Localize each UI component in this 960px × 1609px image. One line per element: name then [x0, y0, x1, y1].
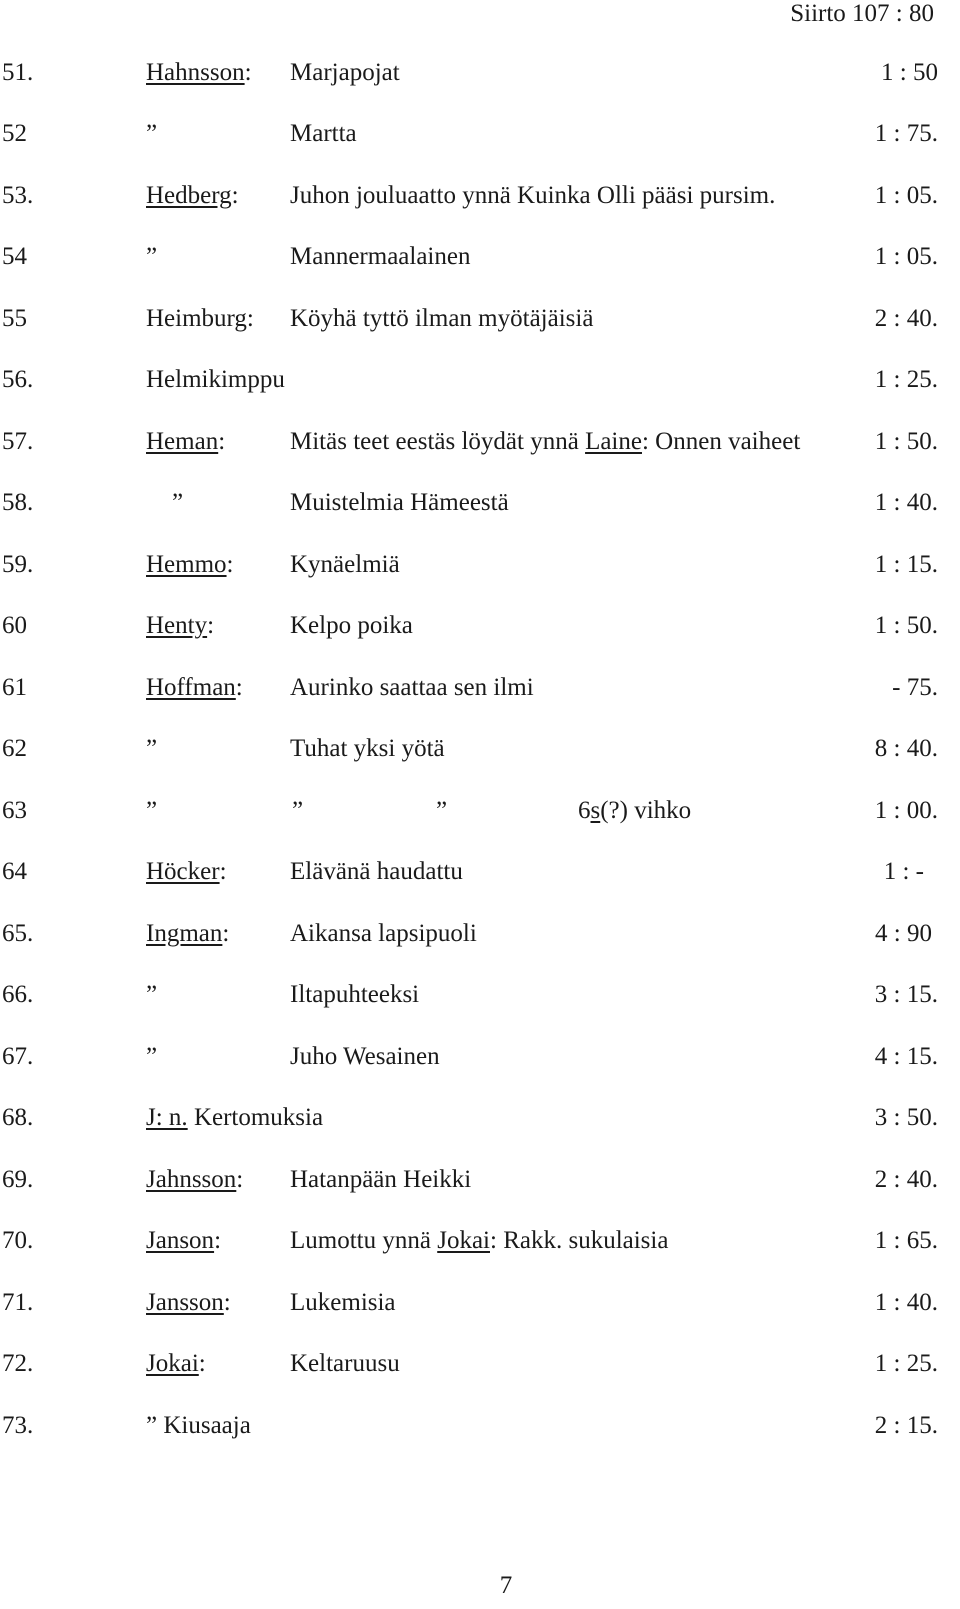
entry-author: Jansson: — [146, 1289, 231, 1316]
list-item — [0, 486, 960, 520]
entry-price: 1 : 05. — [874, 182, 938, 209]
entry-number: 53. — [2, 182, 34, 209]
list-item — [0, 240, 960, 274]
entry-number: 54 — [2, 243, 27, 270]
entry-author-ditto: ” — [146, 981, 158, 1008]
entry-price: 1 : 00. — [874, 797, 938, 824]
entry-price: 2 : 40. — [874, 1166, 938, 1193]
entry-title: Lumottu ynnä Jokai: Rakk. sukulaisia — [290, 1227, 669, 1254]
entry-number: 57. — [2, 428, 34, 455]
entry-price: 1 : 75. — [874, 120, 938, 147]
list-item — [0, 56, 960, 90]
entry-title: 6s(?) vihko — [578, 797, 692, 824]
entry-number: 55 — [2, 305, 27, 332]
entry-number: 73. — [2, 1412, 34, 1439]
entry-author: Höcker: — [146, 858, 227, 885]
entry-author-ditto: ” — [146, 797, 158, 824]
entry-title: Keltaruusu — [290, 1350, 400, 1377]
list-item — [0, 1347, 960, 1381]
entry-number: 69. — [2, 1166, 34, 1193]
entry-number: 56. — [2, 366, 34, 393]
entry-price: 1 : 05. — [874, 243, 938, 270]
entry-author-ditto: ” — [146, 243, 158, 270]
entry-number: 61 — [2, 674, 27, 701]
entry-author: Jokai: — [146, 1350, 206, 1377]
entry-title: Muistelmia Hämeestä — [290, 489, 509, 516]
entry-price: 1 : 15. — [874, 551, 938, 578]
entry-price: 1 : 65. — [874, 1227, 938, 1254]
entry-author: Jahnsson: — [146, 1166, 244, 1193]
entry-title: Tuhat yksi yötä — [290, 735, 445, 762]
entry-number: 72. — [2, 1350, 34, 1377]
entry-number: 64 — [2, 858, 27, 885]
entry-price: 1 : - — [883, 858, 924, 885]
list-item — [0, 855, 960, 889]
list-item — [0, 671, 960, 705]
entry-number: 66. — [2, 981, 34, 1008]
entry-title: Kelpo poika — [290, 612, 413, 639]
list-item — [0, 1286, 960, 1320]
list-item — [0, 917, 960, 951]
list-item — [0, 179, 960, 213]
entry-author: Henty: — [146, 612, 215, 639]
list-item — [0, 1163, 960, 1197]
list-item — [0, 1224, 960, 1258]
entry-title: Mitäs teet eestäs löydät ynnä Laine: Onnen vaiheet — [290, 428, 801, 455]
entry-author-ditto: ” — [146, 735, 158, 762]
entry-number: 70. — [2, 1227, 34, 1254]
list-item — [0, 978, 960, 1012]
list-item — [0, 1040, 960, 1074]
list-item — [0, 732, 960, 766]
entry-price: 1 : 25. — [874, 366, 938, 393]
page-header-transfer: Siirto 107 : 80 — [790, 0, 934, 27]
entry-author-ditto: ” — [146, 1043, 158, 1070]
entry-price: 3 : 15. — [874, 981, 938, 1008]
entry-price: 1 : 50 — [881, 59, 938, 86]
entry-price: 2 : 15. — [874, 1412, 938, 1439]
entry-author: Heimburg: — [146, 305, 254, 332]
entry-title: Hatanpään Heikki — [290, 1166, 472, 1193]
entry-author: Hahnsson: — [146, 59, 252, 86]
entry-author-ditto: ” — [172, 489, 184, 516]
entry-number: 62 — [2, 735, 27, 762]
entry-price: 1 : 50. — [874, 428, 938, 455]
entry-title: Martta — [290, 120, 357, 147]
entry-title: Marjapojat — [290, 59, 400, 86]
list-item — [0, 117, 960, 151]
entry-title: Aurinko saattaa sen ilmi — [290, 674, 534, 701]
entry-price: 4 : 90 — [875, 920, 932, 947]
entry-number: 63 — [2, 797, 27, 824]
title-ditto-mark: ” — [292, 797, 304, 824]
list-item — [0, 548, 960, 582]
entry-title: Lukemisia — [290, 1289, 396, 1316]
entry-title: Mannermaalainen — [290, 243, 471, 270]
entry-price: 1 : 40. — [874, 1289, 938, 1316]
entry-price: 1 : 25. — [874, 1350, 938, 1377]
entry-title: Kynäelmiä — [290, 551, 400, 578]
entry-number: 59. — [2, 551, 34, 578]
entry-author: J: n. Kertomuksia — [146, 1104, 324, 1131]
entry-author: Ingman: — [146, 920, 230, 947]
entry-title: Elävänä haudattu — [290, 858, 463, 885]
title-ditto-mark: ” — [436, 797, 448, 824]
entry-price: 2 : 40. — [874, 305, 938, 332]
entry-number: 51. — [2, 59, 34, 86]
entry-price: 1 : 40. — [874, 489, 938, 516]
entry-author: Helmikimppu — [146, 366, 285, 393]
entry-number: 58. — [2, 489, 34, 516]
entry-author: Hemmo: — [146, 551, 234, 578]
entry-number: 60 — [2, 612, 27, 639]
list-item — [0, 425, 960, 459]
entry-number: 65. — [2, 920, 34, 947]
entry-title: Juho Wesainen — [290, 1043, 440, 1070]
entry-title: Iltapuhteeksi — [290, 981, 420, 1008]
entry-price: - 75. — [892, 674, 938, 701]
entry-price: 8 : 40. — [874, 735, 938, 762]
page-number: 7 — [499, 1572, 513, 1599]
list-item — [0, 1409, 960, 1443]
entry-title: Juhon jouluaatto ynnä Kuinka Olli pääsi pursim. — [290, 182, 776, 209]
entry-price: 3 : 50. — [874, 1104, 938, 1131]
entry-title: Aikansa lapsipuoli — [290, 920, 477, 947]
entry-price: 4 : 15. — [874, 1043, 938, 1070]
entry-author: Janson: — [146, 1227, 222, 1254]
entry-author-ditto: ” — [146, 120, 158, 147]
entry-author: Hoffman: — [146, 674, 243, 701]
list-item — [0, 609, 960, 643]
entry-number: 68. — [2, 1104, 34, 1131]
entry-number: 67. — [2, 1043, 34, 1070]
entry-author: ” Kiusaaja — [146, 1412, 251, 1439]
list-item — [0, 363, 960, 397]
entry-title: Köyhä tyttö ilman myötäjäisiä — [290, 305, 594, 332]
entry-author: Heman: — [146, 428, 226, 455]
entry-price: 1 : 50. — [874, 612, 938, 639]
entry-number: 52 — [2, 120, 27, 147]
list-item — [0, 794, 960, 828]
list-item — [0, 302, 960, 336]
entry-number: 71. — [2, 1289, 34, 1316]
list-item — [0, 1101, 960, 1135]
entry-author: Hedberg: — [146, 182, 239, 209]
